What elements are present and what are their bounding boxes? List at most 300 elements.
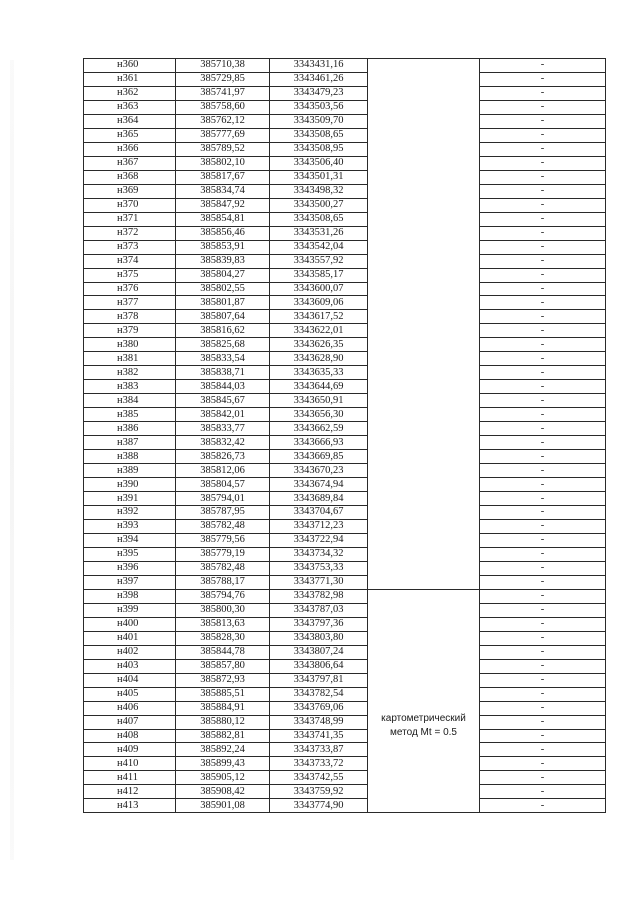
dash-cell: - — [480, 198, 606, 212]
point-name-cell: н387 — [84, 436, 176, 450]
point-name-cell: н366 — [84, 142, 176, 156]
table-row — [84, 617, 606, 631]
dash-cell: - — [480, 422, 606, 436]
dash-cell: - — [480, 296, 606, 310]
dash-cell: - — [480, 394, 606, 408]
method-cell-empty — [368, 310, 480, 324]
point-name-cell: н395 — [84, 547, 176, 561]
table-row — [84, 114, 606, 128]
x-coordinate-cell: 385857,80 — [176, 659, 270, 673]
dash-cell: - — [480, 561, 606, 575]
table-row — [84, 100, 606, 114]
dash-cell: - — [480, 757, 606, 771]
x-coordinate-cell: 385804,57 — [176, 478, 270, 492]
point-name-cell: н363 — [84, 100, 176, 114]
x-coordinate-cell: 385844,03 — [176, 380, 270, 394]
x-coordinate-cell: 385801,87 — [176, 296, 270, 310]
method-cell-empty — [368, 72, 480, 86]
method-cell-empty — [368, 254, 480, 268]
dash-cell: - — [480, 575, 606, 589]
x-coordinate-cell: 385833,54 — [176, 352, 270, 366]
y-coordinate-cell: 3343722,94 — [270, 533, 368, 547]
y-coordinate-cell: 3343650,91 — [270, 394, 368, 408]
dash-cell: - — [480, 799, 606, 813]
y-coordinate-cell: 3343600,07 — [270, 282, 368, 296]
y-coordinate-cell: 3343733,87 — [270, 743, 368, 757]
y-coordinate-cell: 3343733,72 — [270, 757, 368, 771]
point-name-cell: н373 — [84, 240, 176, 254]
y-coordinate-cell: 3343635,33 — [270, 366, 368, 380]
x-coordinate-cell: 385832,42 — [176, 436, 270, 450]
dash-cell: - — [480, 617, 606, 631]
point-name-cell: н405 — [84, 687, 176, 701]
x-coordinate-cell: 385710,38 — [176, 59, 270, 73]
method-cell-empty — [368, 142, 480, 156]
method-cell-empty — [368, 464, 480, 478]
dash-cell: - — [480, 254, 606, 268]
y-coordinate-cell: 3343506,40 — [270, 156, 368, 170]
point-name-cell: н399 — [84, 603, 176, 617]
point-name-cell: н410 — [84, 757, 176, 771]
x-coordinate-cell: 385882,81 — [176, 729, 270, 743]
dash-cell: - — [480, 519, 606, 533]
table-row — [84, 533, 606, 547]
point-name-cell: н408 — [84, 729, 176, 743]
table-row — [84, 450, 606, 464]
y-coordinate-cell: 3343557,92 — [270, 254, 368, 268]
y-coordinate-cell: 3343656,30 — [270, 408, 368, 422]
table-row — [84, 72, 606, 86]
point-name-cell: н383 — [84, 380, 176, 394]
table-row — [84, 561, 606, 575]
dash-cell: - — [480, 492, 606, 506]
y-coordinate-cell: 3343670,23 — [270, 464, 368, 478]
dash-cell: - — [480, 673, 606, 687]
y-coordinate-cell: 3343748,99 — [270, 715, 368, 729]
point-name-cell: н379 — [84, 324, 176, 338]
x-coordinate-cell: 385901,08 — [176, 799, 270, 813]
y-coordinate-cell: 3343669,85 — [270, 450, 368, 464]
y-coordinate-cell: 3343712,23 — [270, 519, 368, 533]
x-coordinate-cell: 385741,97 — [176, 86, 270, 100]
y-coordinate-cell: 3343508,65 — [270, 128, 368, 142]
point-name-cell: н409 — [84, 743, 176, 757]
dash-cell: - — [480, 729, 606, 743]
table-row — [84, 715, 606, 729]
table-row — [84, 547, 606, 561]
x-coordinate-cell: 385782,48 — [176, 561, 270, 575]
table-row — [84, 282, 606, 296]
method-cell-empty — [368, 212, 480, 226]
y-coordinate-cell: 3343666,93 — [270, 436, 368, 450]
point-name-cell: н382 — [84, 366, 176, 380]
y-coordinate-cell: 3343759,92 — [270, 785, 368, 799]
dash-cell: - — [480, 324, 606, 338]
x-coordinate-cell: 385794,01 — [176, 492, 270, 506]
x-coordinate-cell: 385844,78 — [176, 645, 270, 659]
table-row — [84, 380, 606, 394]
table-row — [84, 352, 606, 366]
dash-cell: - — [480, 59, 606, 73]
x-coordinate-cell: 385854,81 — [176, 212, 270, 226]
point-name-cell: н377 — [84, 296, 176, 310]
method-cell-empty — [368, 380, 480, 394]
point-name-cell: н386 — [84, 422, 176, 436]
y-coordinate-cell: 3343753,33 — [270, 561, 368, 575]
point-name-cell: н390 — [84, 478, 176, 492]
y-coordinate-cell: 3343769,06 — [270, 701, 368, 715]
method-cell-empty — [368, 100, 480, 114]
point-name-cell: н398 — [84, 589, 176, 603]
table-row — [84, 394, 606, 408]
dash-cell: - — [480, 771, 606, 785]
x-coordinate-cell: 385816,62 — [176, 324, 270, 338]
point-name-cell: н375 — [84, 268, 176, 282]
y-coordinate-cell: 3343479,23 — [270, 86, 368, 100]
dash-cell: - — [480, 114, 606, 128]
method-cell-empty — [368, 324, 480, 338]
table-row — [84, 142, 606, 156]
point-name-cell: н391 — [84, 492, 176, 506]
x-coordinate-cell: 385856,46 — [176, 226, 270, 240]
x-coordinate-cell: 385807,64 — [176, 310, 270, 324]
y-coordinate-cell: 3343431,16 — [270, 59, 368, 73]
table-row — [84, 254, 606, 268]
x-coordinate-cell: 385817,67 — [176, 170, 270, 184]
x-coordinate-cell: 385892,24 — [176, 743, 270, 757]
table-row — [84, 687, 606, 701]
table-row — [84, 492, 606, 506]
x-coordinate-cell: 385842,01 — [176, 408, 270, 422]
dash-cell: - — [480, 408, 606, 422]
point-name-cell: н367 — [84, 156, 176, 170]
y-coordinate-cell: 3343542,04 — [270, 240, 368, 254]
y-coordinate-cell: 3343787,03 — [270, 603, 368, 617]
method-cell-empty — [368, 575, 480, 589]
point-name-cell: н378 — [84, 310, 176, 324]
scan-margin-mark — [10, 60, 14, 860]
dash-cell: - — [480, 645, 606, 659]
x-coordinate-cell: 385758,60 — [176, 100, 270, 114]
point-name-cell: н404 — [84, 673, 176, 687]
table-row — [84, 184, 606, 198]
y-coordinate-cell: 3343797,81 — [270, 673, 368, 687]
x-coordinate-cell: 385779,19 — [176, 547, 270, 561]
x-coordinate-cell: 385847,92 — [176, 198, 270, 212]
point-name-cell: н365 — [84, 128, 176, 142]
y-coordinate-cell: 3343774,90 — [270, 799, 368, 813]
x-coordinate-cell: 385787,95 — [176, 506, 270, 520]
x-coordinate-cell: 385777,69 — [176, 128, 270, 142]
method-cell-empty — [368, 184, 480, 198]
y-coordinate-cell: 3343609,06 — [270, 296, 368, 310]
dash-cell: - — [480, 478, 606, 492]
point-name-cell: н388 — [84, 450, 176, 464]
method-cell-empty — [368, 478, 480, 492]
point-name-cell: н368 — [84, 170, 176, 184]
dash-cell: - — [480, 100, 606, 114]
dash-cell: - — [480, 785, 606, 799]
x-coordinate-cell: 385872,93 — [176, 673, 270, 687]
method-cell-empty — [368, 59, 480, 73]
point-name-cell: н374 — [84, 254, 176, 268]
point-name-cell: н369 — [84, 184, 176, 198]
x-coordinate-cell: 385828,30 — [176, 631, 270, 645]
y-coordinate-cell: 3343807,24 — [270, 645, 368, 659]
dash-cell: - — [480, 659, 606, 673]
point-name-cell: н406 — [84, 701, 176, 715]
dash-cell: - — [480, 156, 606, 170]
x-coordinate-cell: 385833,77 — [176, 422, 270, 436]
dash-cell: - — [480, 352, 606, 366]
y-coordinate-cell: 3343498,32 — [270, 184, 368, 198]
dash-cell: - — [480, 212, 606, 226]
dash-cell: - — [480, 86, 606, 100]
table-row — [84, 631, 606, 645]
table-row — [84, 408, 606, 422]
dash-cell: - — [480, 282, 606, 296]
point-name-cell: н376 — [84, 282, 176, 296]
y-coordinate-cell: 3343626,35 — [270, 338, 368, 352]
dash-cell: - — [480, 589, 606, 603]
dash-cell: - — [480, 533, 606, 547]
method-cell-empty — [368, 86, 480, 100]
x-coordinate-cell: 385782,48 — [176, 519, 270, 533]
y-coordinate-cell: 3343503,56 — [270, 100, 368, 114]
table-row — [84, 310, 606, 324]
point-name-cell: н364 — [84, 114, 176, 128]
x-coordinate-cell: 385788,17 — [176, 575, 270, 589]
table-row — [84, 268, 606, 282]
x-coordinate-cell: 385845,67 — [176, 394, 270, 408]
dash-cell: - — [480, 743, 606, 757]
method-cell-empty — [368, 561, 480, 575]
dash-cell: - — [480, 366, 606, 380]
dash-cell: - — [480, 631, 606, 645]
table-row — [84, 743, 606, 757]
method-cell-empty — [368, 128, 480, 142]
method-cell-empty — [368, 366, 480, 380]
y-coordinate-cell: 3343782,54 — [270, 687, 368, 701]
x-coordinate-cell: 385839,83 — [176, 254, 270, 268]
y-coordinate-cell: 3343674,94 — [270, 478, 368, 492]
table-row — [84, 757, 606, 771]
method-cell-empty — [368, 282, 480, 296]
dash-cell: - — [480, 436, 606, 450]
method-cell-empty — [368, 436, 480, 450]
table-row — [84, 799, 606, 813]
y-coordinate-cell: 3343742,55 — [270, 771, 368, 785]
method-cell-empty — [368, 156, 480, 170]
dash-cell: - — [480, 184, 606, 198]
x-coordinate-cell: 385802,55 — [176, 282, 270, 296]
x-coordinate-cell: 385813,63 — [176, 617, 270, 631]
table-row — [84, 478, 606, 492]
x-coordinate-cell: 385729,85 — [176, 72, 270, 86]
table-row — [84, 575, 606, 589]
table-row — [84, 673, 606, 687]
x-coordinate-cell: 385825,68 — [176, 338, 270, 352]
point-name-cell: н361 — [84, 72, 176, 86]
table-row — [84, 422, 606, 436]
method-cell-empty — [368, 198, 480, 212]
x-coordinate-cell: 385794,76 — [176, 589, 270, 603]
x-coordinate-cell: 385884,91 — [176, 701, 270, 715]
dash-cell: - — [480, 547, 606, 561]
method-cell-empty — [368, 519, 480, 533]
point-name-cell: н413 — [84, 799, 176, 813]
x-coordinate-cell: 385885,51 — [176, 687, 270, 701]
dash-cell: - — [480, 380, 606, 394]
point-name-cell: н407 — [84, 715, 176, 729]
point-name-cell: н384 — [84, 394, 176, 408]
y-coordinate-cell: 3343734,32 — [270, 547, 368, 561]
table-row — [84, 226, 606, 240]
dash-cell: - — [480, 170, 606, 184]
point-name-cell: н411 — [84, 771, 176, 785]
table-row — [84, 212, 606, 226]
y-coordinate-cell: 3343741,35 — [270, 729, 368, 743]
y-coordinate-cell: 3343628,90 — [270, 352, 368, 366]
x-coordinate-cell: 385800,30 — [176, 603, 270, 617]
point-name-cell: н402 — [84, 645, 176, 659]
method-cell: картометрический метод Mt = 0.5 — [368, 589, 480, 813]
x-coordinate-cell: 385853,91 — [176, 240, 270, 254]
dash-cell: - — [480, 142, 606, 156]
table-row — [84, 771, 606, 785]
point-name-cell: н380 — [84, 338, 176, 352]
point-name-cell: н401 — [84, 631, 176, 645]
table-row — [84, 659, 606, 673]
y-coordinate-cell: 3343771,30 — [270, 575, 368, 589]
point-name-cell: н393 — [84, 519, 176, 533]
point-name-cell: н394 — [84, 533, 176, 547]
table-row — [84, 198, 606, 212]
y-coordinate-cell: 3343644,69 — [270, 380, 368, 394]
y-coordinate-cell: 3343662,59 — [270, 422, 368, 436]
point-name-cell: н412 — [84, 785, 176, 799]
dash-cell: - — [480, 450, 606, 464]
x-coordinate-cell: 385762,12 — [176, 114, 270, 128]
table-row — [84, 519, 606, 533]
y-coordinate-cell: 3343508,65 — [270, 212, 368, 226]
point-name-cell: н385 — [84, 408, 176, 422]
table-row — [84, 506, 606, 520]
x-coordinate-cell: 385899,43 — [176, 757, 270, 771]
method-cell-empty — [368, 506, 480, 520]
dash-cell: - — [480, 338, 606, 352]
table-row — [84, 785, 606, 799]
coordinates-table — [83, 58, 606, 813]
x-coordinate-cell: 385812,06 — [176, 464, 270, 478]
method-cell-empty — [368, 450, 480, 464]
y-coordinate-cell: 3343501,31 — [270, 170, 368, 184]
y-coordinate-cell: 3343704,67 — [270, 506, 368, 520]
table-row — [84, 589, 606, 603]
method-cell-empty — [368, 240, 480, 254]
method-cell-empty — [368, 408, 480, 422]
point-name-cell: н396 — [84, 561, 176, 575]
y-coordinate-cell: 3343500,27 — [270, 198, 368, 212]
y-coordinate-cell: 3343617,52 — [270, 310, 368, 324]
dash-cell: - — [480, 310, 606, 324]
dash-cell: - — [480, 464, 606, 478]
method-cell-empty — [368, 422, 480, 436]
y-coordinate-cell: 3343585,17 — [270, 268, 368, 282]
x-coordinate-cell: 385789,52 — [176, 142, 270, 156]
table-row — [84, 338, 606, 352]
table-row — [84, 170, 606, 184]
point-name-cell: н392 — [84, 506, 176, 520]
table-row — [84, 86, 606, 100]
y-coordinate-cell: 3343622,01 — [270, 324, 368, 338]
table-row — [84, 464, 606, 478]
point-name-cell: н362 — [84, 86, 176, 100]
method-cell-empty — [368, 114, 480, 128]
dash-cell: - — [480, 701, 606, 715]
method-cell-empty — [368, 226, 480, 240]
point-name-cell: н403 — [84, 659, 176, 673]
method-cell-empty — [368, 394, 480, 408]
dash-cell: - — [480, 128, 606, 142]
method-cell-empty — [368, 492, 480, 506]
x-coordinate-cell: 385834,74 — [176, 184, 270, 198]
table-row — [84, 436, 606, 450]
table-row — [84, 156, 606, 170]
dash-cell: - — [480, 226, 606, 240]
y-coordinate-cell: 3343797,36 — [270, 617, 368, 631]
coordinates-table-body — [84, 59, 606, 813]
y-coordinate-cell: 3343689,84 — [270, 492, 368, 506]
table-row — [84, 59, 606, 73]
method-cell-empty — [368, 547, 480, 561]
method-cell-empty — [368, 296, 480, 310]
point-name-cell: н370 — [84, 198, 176, 212]
method-cell-empty — [368, 268, 480, 282]
point-name-cell: н389 — [84, 464, 176, 478]
y-coordinate-cell: 3343531,26 — [270, 226, 368, 240]
point-name-cell: н397 — [84, 575, 176, 589]
dash-cell: - — [480, 240, 606, 254]
table-row — [84, 645, 606, 659]
table-row — [84, 366, 606, 380]
table-row — [84, 128, 606, 142]
x-coordinate-cell: 385908,42 — [176, 785, 270, 799]
dash-cell: - — [480, 687, 606, 701]
method-cell-empty — [368, 170, 480, 184]
point-name-cell: н360 — [84, 59, 176, 73]
dash-cell: - — [480, 72, 606, 86]
method-cell-empty — [368, 338, 480, 352]
x-coordinate-cell: 385880,12 — [176, 715, 270, 729]
point-name-cell: н400 — [84, 617, 176, 631]
point-name-cell: н371 — [84, 212, 176, 226]
dash-cell: - — [480, 506, 606, 520]
dash-cell: - — [480, 603, 606, 617]
method-cell-empty — [368, 533, 480, 547]
table-row — [84, 324, 606, 338]
x-coordinate-cell: 385826,73 — [176, 450, 270, 464]
x-coordinate-cell: 385779,56 — [176, 533, 270, 547]
point-name-cell: н372 — [84, 226, 176, 240]
y-coordinate-cell: 3343803,80 — [270, 631, 368, 645]
x-coordinate-cell: 385905,12 — [176, 771, 270, 785]
y-coordinate-cell: 3343782,98 — [270, 589, 368, 603]
table-row — [84, 729, 606, 743]
table-row — [84, 603, 606, 617]
x-coordinate-cell: 385804,27 — [176, 268, 270, 282]
y-coordinate-cell: 3343509,70 — [270, 114, 368, 128]
